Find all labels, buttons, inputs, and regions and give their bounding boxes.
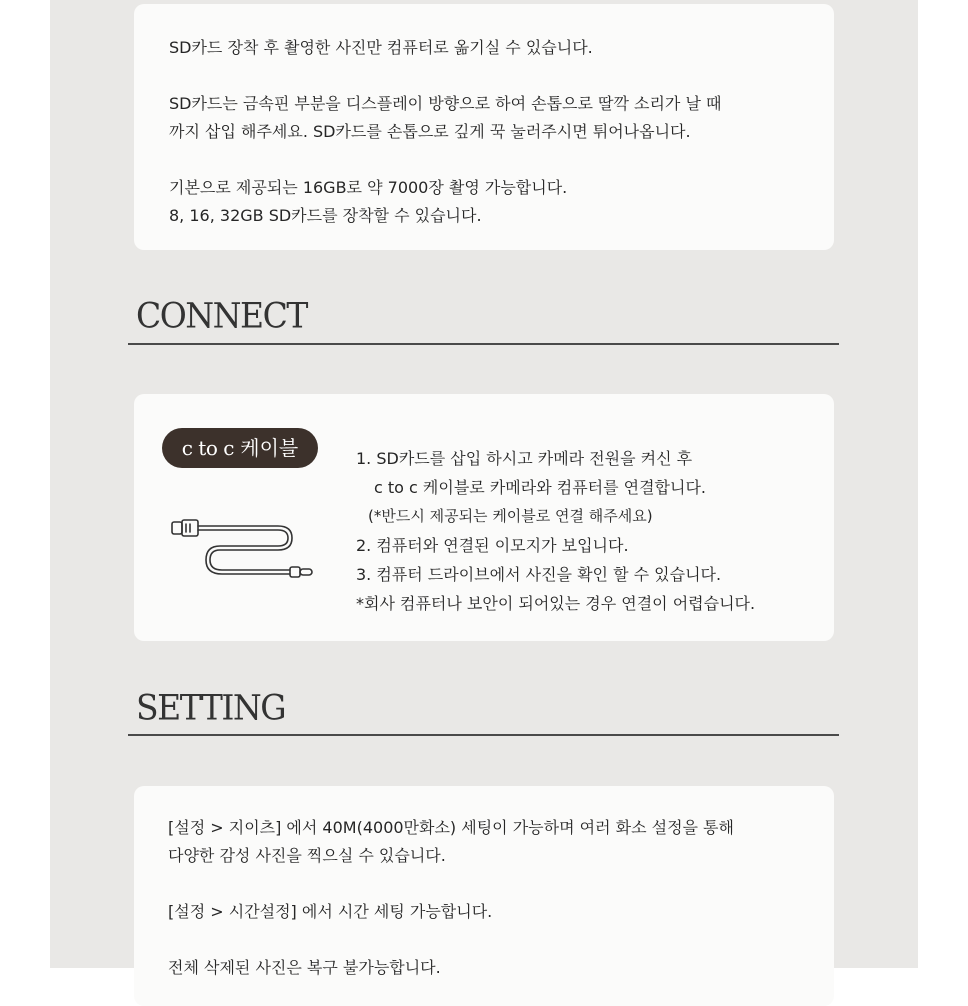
usb-c-cable-icon [170, 514, 320, 584]
connect-step: 1. SD카드를 삽입 하시고 카메라 전원을 켜신 후 [356, 449, 693, 468]
connect-heading: CONNECT [136, 295, 307, 336]
sd-card-line: 까지 삽입 해주세요. SD카드를 손톱으로 깊게 꾹 눌러주시면 튀어나옵니다. [169, 122, 691, 141]
connect-divider [128, 343, 839, 345]
connect-steps [356, 444, 755, 618]
setting-card [134, 786, 834, 1006]
sd-card-line: SD카드 장착 후 촬영한 사진만 컴퓨터로 옮기실 수 있습니다. [169, 38, 593, 57]
setting-divider [128, 734, 839, 736]
sd-card-info-card [134, 4, 834, 250]
setting-line: 다양한 감성 사진을 찍으실 수 있습니다. [168, 846, 446, 865]
connect-step: c to c 케이블로 카메라와 컴퓨터를 연결합니다. [374, 478, 707, 497]
sd-card-line: SD카드는 금속핀 부분을 디스플레이 방향으로 하여 손톱으로 딸깍 소리가 날 때 [169, 94, 722, 113]
connect-step-note: (*반드시 제공되는 케이블로 연결 해주세요) [368, 507, 653, 525]
connect-step: 3. 컴퓨터 드라이브에서 사진을 확인 할 수 있습니다. [356, 565, 722, 584]
setting-line: [설정 > 지이츠] 에서 40M(4000만화소) 세팅이 가능하며 여러 화소 설정을 통해 [168, 818, 734, 837]
cable-badge [162, 428, 318, 468]
connect-warning: *회사 컴퓨터나 보안이 되어있는 경우 연결이 어렵습니다. [356, 594, 756, 613]
setting-line: 전체 삭제된 사진은 복구 불가능합니다. [168, 958, 441, 977]
connect-card [134, 394, 834, 641]
sd-card-line: 기본으로 제공되는 16GB로 약 7000장 촬영 가능합니다. [169, 178, 568, 197]
setting-heading: SETTING [136, 687, 286, 728]
sd-card-line: 8, 16, 32GB SD카드를 장착할 수 있습니다. [169, 206, 482, 225]
setting-line: [설정 > 시간설정] 에서 시간 세팅 가능합니다. [168, 902, 493, 921]
cable-badge-korean: 케이블 [233, 436, 299, 460]
connect-step: 2. 컴퓨터와 연결된 이모지가 보입니다. [356, 536, 629, 555]
cable-badge-latin: c to c [181, 436, 234, 460]
